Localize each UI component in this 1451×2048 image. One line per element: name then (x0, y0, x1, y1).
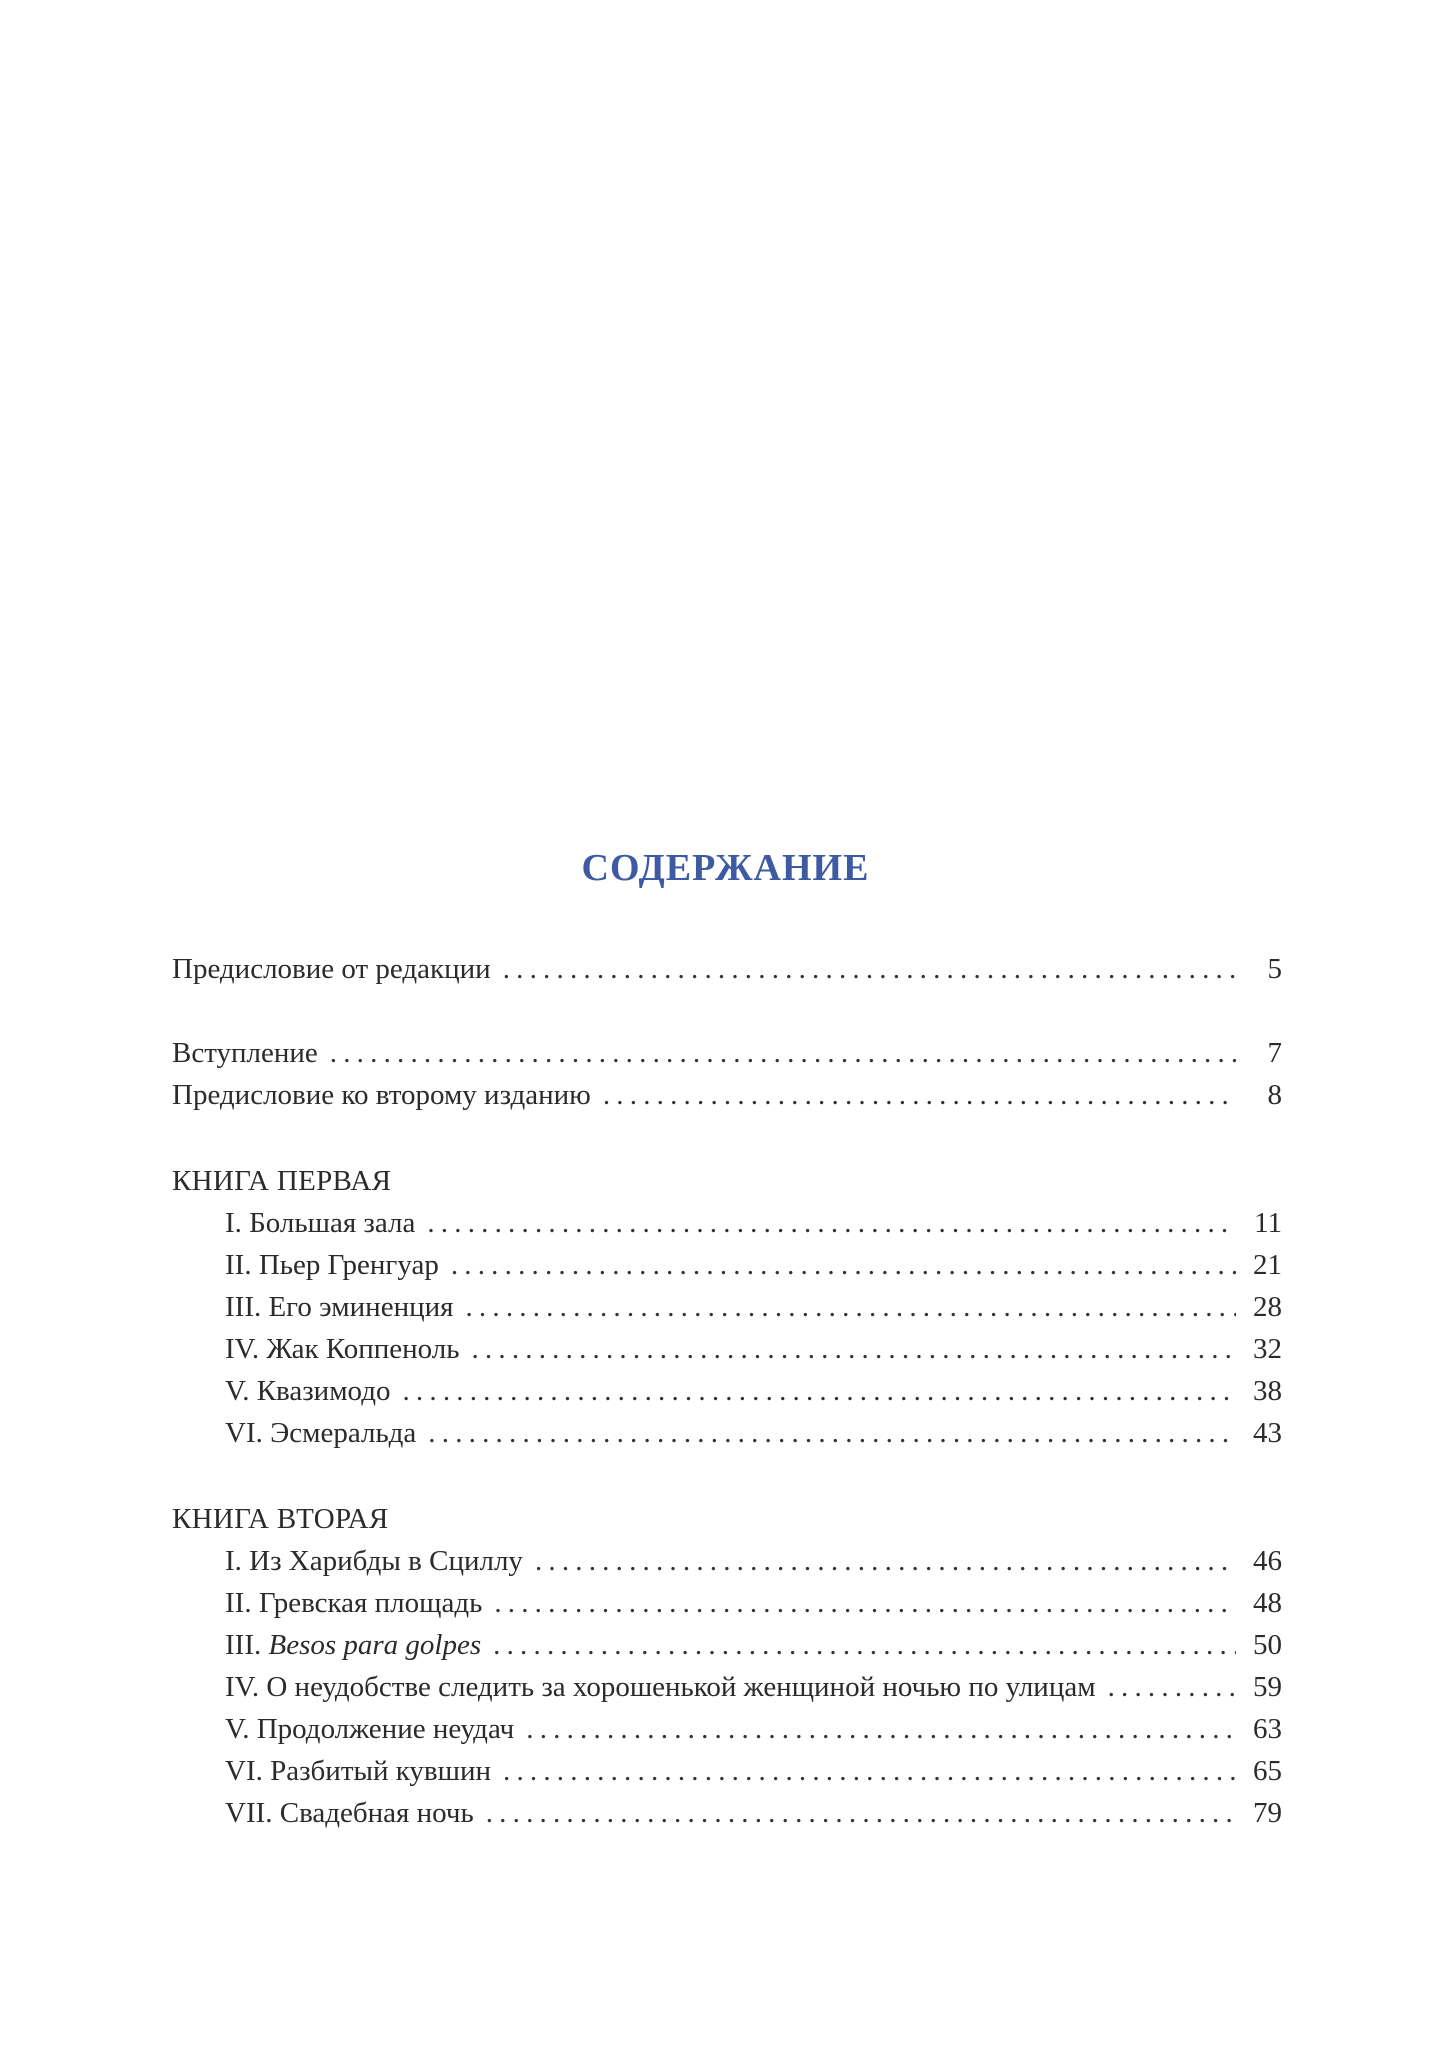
toc-entry-label: IV. Жак Коппеноль (225, 1333, 460, 1365)
toc-entry-label: VI. Эсмеральда (225, 1417, 417, 1449)
dot-leader (493, 1624, 1236, 1666)
toc-entry-introduction[interactable] (172, 1032, 1282, 1074)
toc-title: СОДЕРЖАНИЕ (581, 847, 870, 889)
dot-leader (535, 1540, 1236, 1582)
toc-entry-label: VII. Свадебная ночь (225, 1797, 474, 1829)
toc-entry-page: 11 (1254, 1207, 1282, 1239)
chapter-title-italic: Besos para golpes (268, 1629, 482, 1661)
toc-entry-label: V. Квазимодо (225, 1375, 391, 1407)
toc-entry-page: 48 (1253, 1587, 1282, 1619)
spacer (172, 990, 1282, 1032)
dot-leader (503, 948, 1236, 990)
toc-entry-editorial-preface[interactable] (172, 948, 1282, 990)
dot-leader (471, 1328, 1236, 1370)
toc-entry-label: III. Его эминенция (225, 1291, 454, 1323)
toc-entry-page: 79 (1253, 1797, 1282, 1829)
book-heading-second: КНИГА ВТОРАЯ (172, 1503, 389, 1535)
toc-entry-page: 59 (1253, 1671, 1282, 1703)
toc-entry-page: 7 (1267, 1037, 1282, 1069)
toc-chapter[interactable] (172, 1792, 1282, 1834)
toc-entry-second-edition-preface[interactable] (172, 1074, 1282, 1116)
toc-chapter[interactable] (172, 1624, 1282, 1666)
toc-chapter[interactable] (172, 1370, 1282, 1412)
toc-chapter[interactable] (172, 1750, 1282, 1792)
toc-entry-page: 5 (1267, 953, 1282, 985)
toc-entry-label: VI. Разбитый кувшин (225, 1755, 491, 1787)
toc-entry-page: 65 (1253, 1755, 1282, 1787)
toc-entry-label: Предисловие ко второму изданию (172, 1079, 591, 1111)
toc-entry-page: 32 (1253, 1333, 1282, 1365)
toc-entry-label: Вступление (172, 1037, 318, 1069)
dot-leader (428, 1412, 1236, 1454)
toc-entry-page: 28 (1253, 1291, 1282, 1323)
toc-chapter[interactable] (172, 1708, 1282, 1750)
dot-leader (451, 1244, 1236, 1286)
dot-leader (526, 1708, 1236, 1750)
chapter-number: III. (225, 1629, 269, 1661)
table-of-contents (172, 948, 1282, 1834)
dot-leader (494, 1582, 1236, 1624)
spacer (172, 1116, 1282, 1160)
spacer (172, 1454, 1282, 1498)
toc-entry-label: I. Большая зала (225, 1207, 416, 1239)
dot-leader (603, 1074, 1236, 1116)
dot-leader (486, 1792, 1236, 1834)
toc-entry-label (225, 1624, 493, 1666)
toc-entry-label: IV. О неудобстве следить за хорошенькой женщиной ночью по улицам (225, 1671, 1096, 1703)
toc-entry-label: I. Из Харибды в Сциллу (225, 1545, 523, 1577)
toc-chapter[interactable] (172, 1202, 1282, 1244)
dot-leader (427, 1202, 1236, 1244)
toc-chapter[interactable] (172, 1244, 1282, 1286)
toc-entry-page: 63 (1253, 1713, 1282, 1745)
dot-leader (465, 1286, 1236, 1328)
dot-leader (330, 1032, 1236, 1074)
toc-chapter[interactable] (172, 1540, 1282, 1582)
toc-chapter[interactable] (172, 1666, 1282, 1708)
toc-entry-page: 38 (1253, 1375, 1282, 1407)
toc-entry-page: 46 (1253, 1545, 1282, 1577)
toc-chapter[interactable] (172, 1412, 1282, 1454)
toc-entry-page: 43 (1253, 1417, 1282, 1449)
dot-leader (503, 1750, 1236, 1792)
toc-chapter[interactable] (172, 1582, 1282, 1624)
toc-entry-page: 21 (1253, 1249, 1282, 1281)
toc-entry-label: II. Пьер Гренгуар (225, 1249, 439, 1281)
toc-entry-page: 50 (1253, 1629, 1282, 1661)
toc-entry-label: II. Гревская площадь (225, 1587, 483, 1619)
dot-leader (402, 1370, 1236, 1412)
dot-leader (1108, 1666, 1236, 1708)
toc-chapter[interactable] (172, 1286, 1282, 1328)
toc-entry-page: 8 (1267, 1079, 1282, 1111)
toc-entry-label: Предисловие от редакции (172, 953, 491, 985)
book-heading-first: КНИГА ПЕРВАЯ (172, 1165, 392, 1197)
toc-entry-label: V. Продолжение неудач (225, 1713, 515, 1745)
toc-chapter[interactable] (172, 1328, 1282, 1370)
